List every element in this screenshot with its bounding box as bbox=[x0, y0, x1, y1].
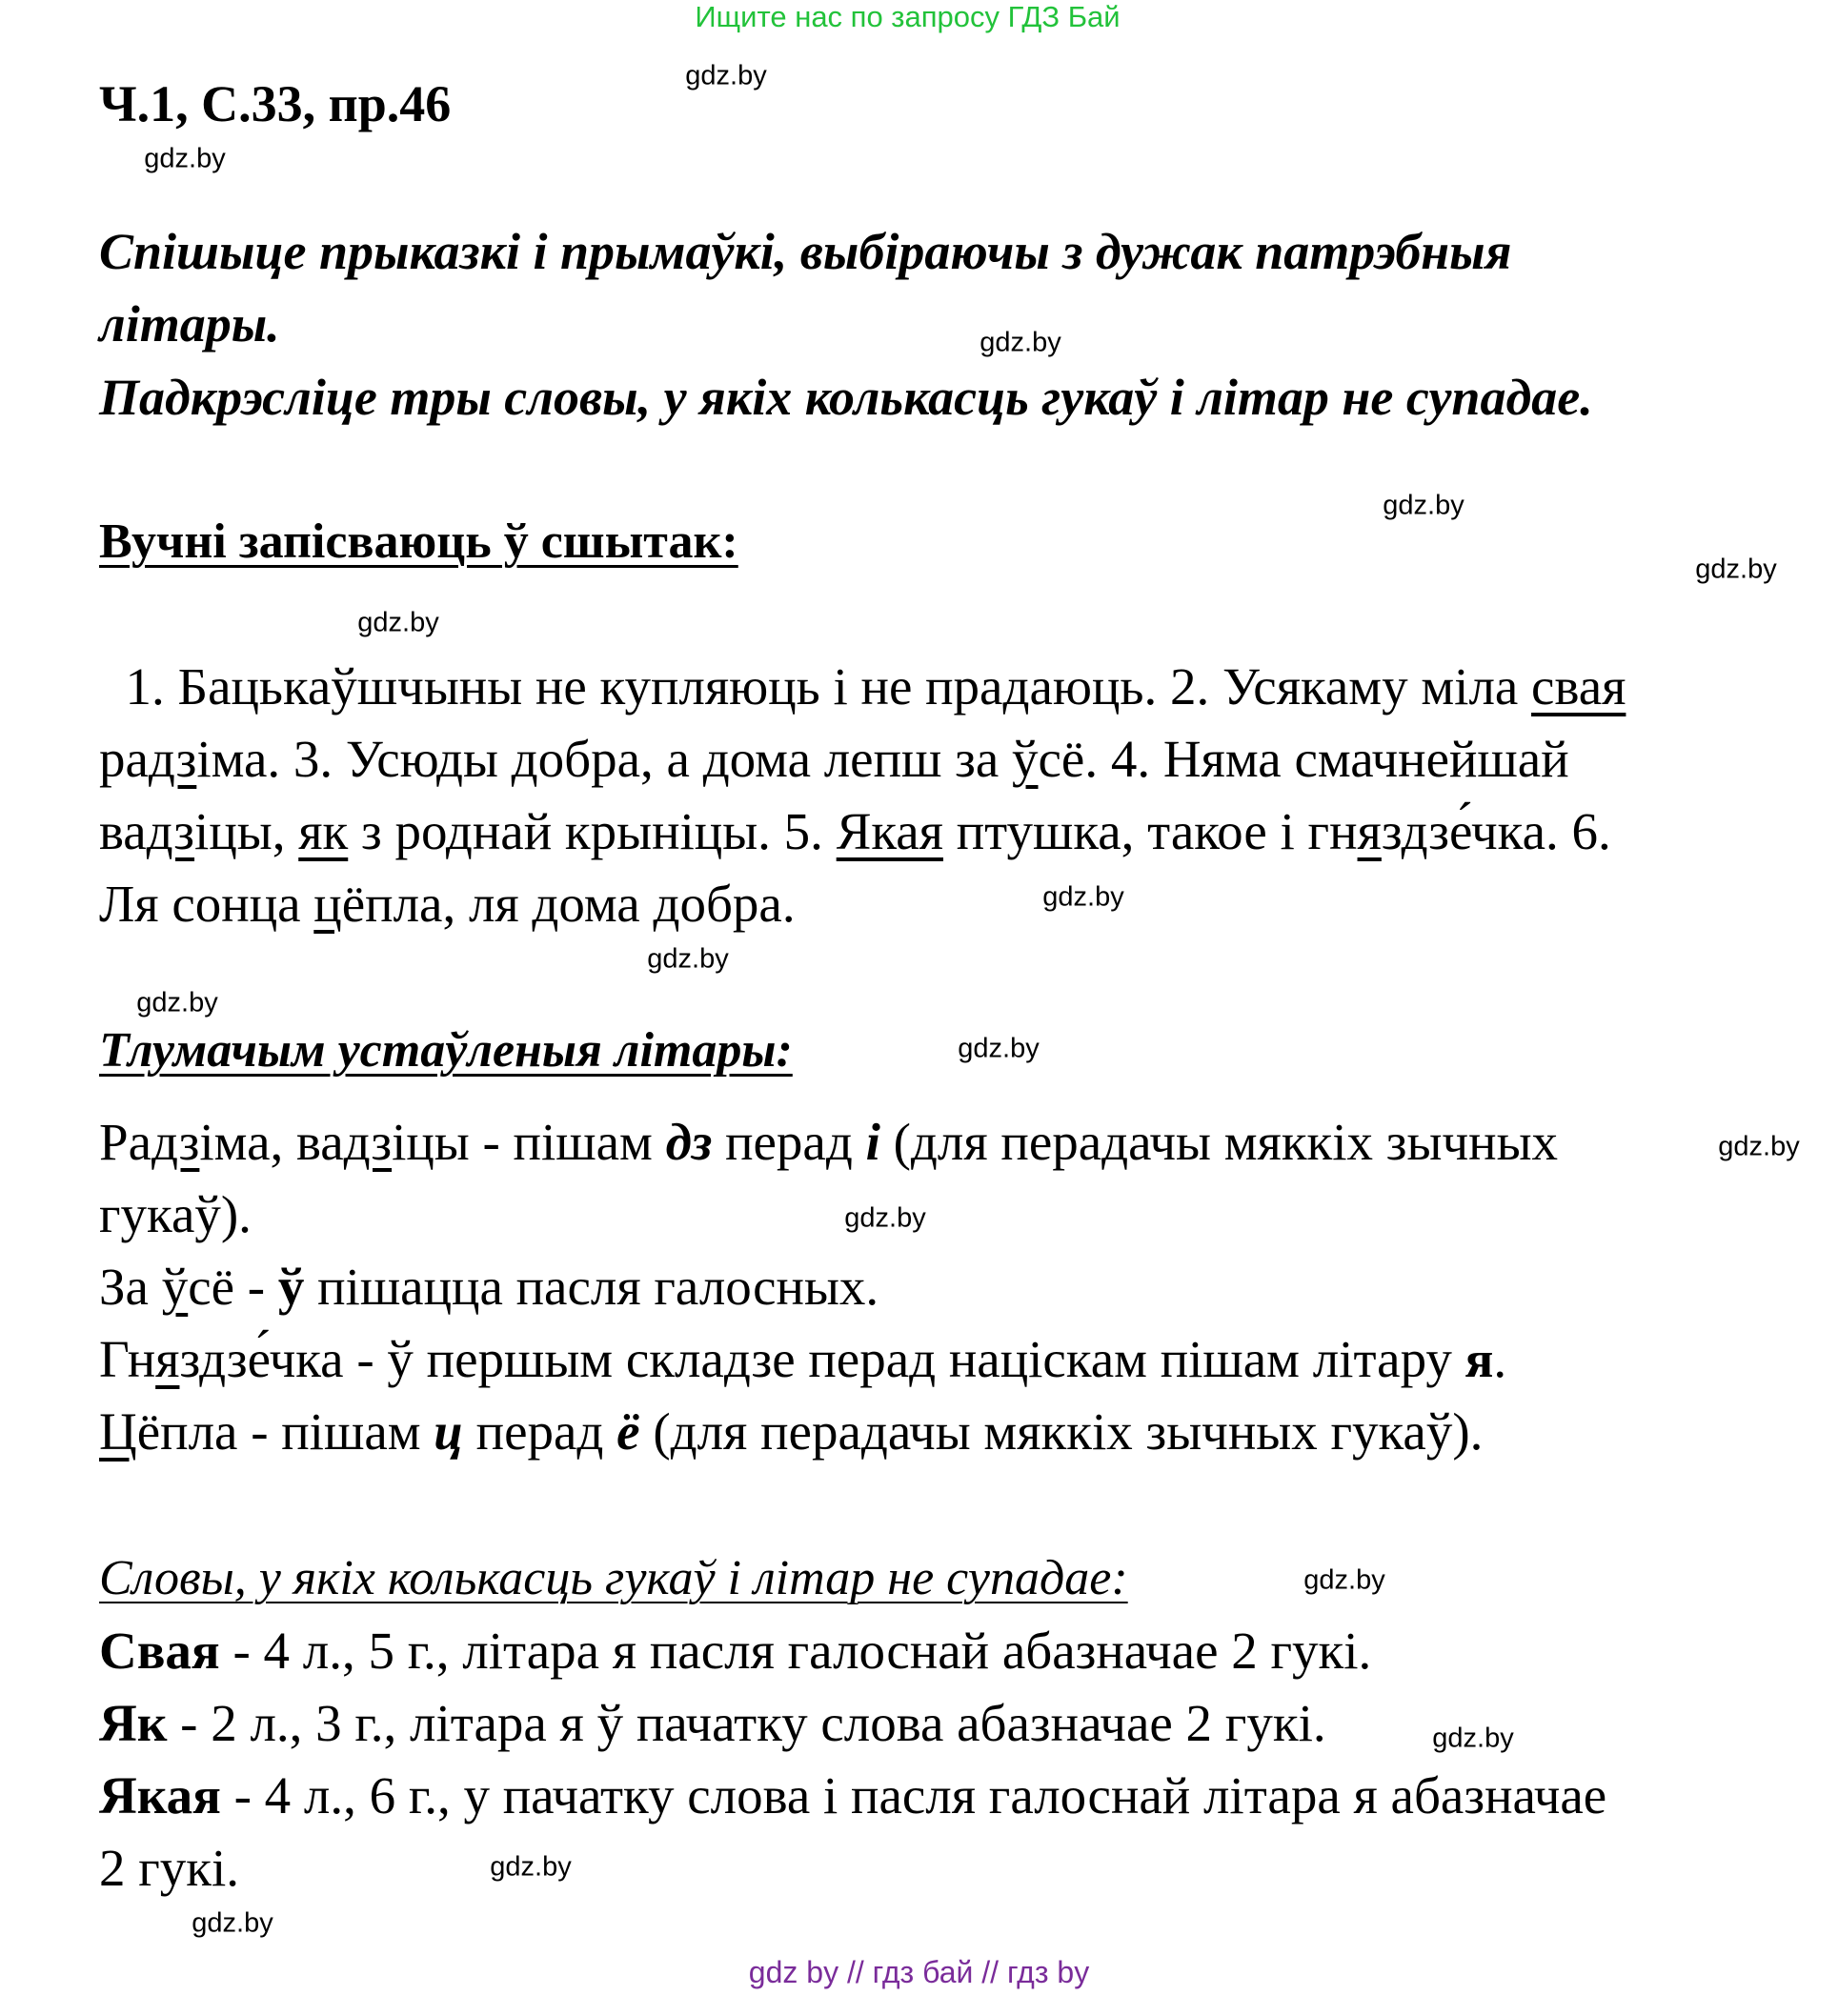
text-segment: з роднай крыніцы. 5. bbox=[348, 802, 837, 860]
text-segment: перад bbox=[712, 1113, 866, 1171]
text-segment: (для перадачы мяккіх зычных гукаў). bbox=[639, 1402, 1484, 1461]
bold-segment: дз bbox=[665, 1113, 713, 1171]
underlined-segment: як bbox=[298, 802, 349, 860]
text-segment: ёпла, ля дома добра. bbox=[341, 875, 796, 933]
underlined-segment: Якая bbox=[836, 802, 943, 860]
bold-segment: Якая bbox=[99, 1766, 221, 1824]
text-line bbox=[99, 1763, 1606, 1829]
bold-segment: ў bbox=[277, 1258, 305, 1316]
task-line: Падкрэсліце тры словы, у якіх колькасць гукаў і літар не супадае. bbox=[99, 369, 1593, 426]
text-segment: птушка, такое і гн bbox=[942, 802, 1358, 860]
watermark: gdz.by bbox=[980, 327, 1061, 358]
underlined-segment: свая bbox=[1531, 657, 1626, 716]
bold-segment: Свая bbox=[99, 1622, 220, 1680]
text-segment: - 4 л., 5 г., літара я пасля галоснай абазначае 2 гукі. bbox=[219, 1622, 1372, 1680]
watermark: gdz.by bbox=[1042, 881, 1124, 913]
text-segment: Ра bbox=[99, 1113, 151, 1171]
underlined-segment: ц bbox=[313, 875, 342, 933]
task-line: Спішыце прыказкі і прымаўкі, выбіраючы з дужак патрэбныя bbox=[99, 223, 1512, 280]
text-segment: . bbox=[1493, 1330, 1507, 1388]
text-line bbox=[99, 1181, 252, 1248]
text-segment: За bbox=[99, 1258, 162, 1316]
text-line bbox=[99, 654, 1626, 720]
watermark: gdz.by bbox=[192, 1907, 273, 1939]
watermark: gdz.by bbox=[1695, 554, 1777, 585]
text-segment: перад bbox=[462, 1402, 617, 1461]
page-title: Ч.1, С.33, пр.46 bbox=[99, 75, 452, 132]
underlined-segment: Ц bbox=[99, 1402, 137, 1461]
underlined-segment: ў bbox=[161, 1258, 189, 1316]
text-line bbox=[99, 1835, 239, 1902]
text-segment: Ля сонца bbox=[99, 875, 314, 933]
text-segment: Гн bbox=[99, 1330, 156, 1388]
text-line bbox=[99, 1326, 1506, 1393]
underlined-segment: я bbox=[1357, 802, 1382, 860]
watermark: gdz.by bbox=[844, 1202, 926, 1234]
watermark: gdz.by bbox=[1718, 1131, 1800, 1162]
text-segment: іцы, bbox=[194, 802, 299, 860]
text-line bbox=[99, 726, 1569, 793]
text-segment: іма. 3. Усюды добра, а дома лепш за bbox=[196, 730, 1013, 788]
text-segment: 1. Бацькаўшчыны не купляюць і не прадаюць. 2. Усякаму міла bbox=[99, 657, 1532, 716]
section-heading-explanation: Тлумачым устаўленыя літары: bbox=[99, 1023, 793, 1078]
text-segment: іма, ва bbox=[199, 1113, 344, 1171]
watermark: gdz.by bbox=[647, 943, 729, 975]
underlined-segment: дз bbox=[146, 802, 195, 860]
underlined-segment: дз bbox=[343, 1113, 393, 1171]
text-line bbox=[99, 1109, 1558, 1176]
watermark: gdz.by bbox=[357, 607, 439, 638]
watermark: gdz.by bbox=[958, 1033, 1040, 1064]
bold-segment: ё bbox=[616, 1402, 640, 1461]
underlined-segment: дз bbox=[148, 730, 197, 788]
watermark: gdz.by bbox=[1383, 490, 1464, 521]
text-segment: ра bbox=[99, 730, 149, 788]
watermark: gdz.by bbox=[144, 143, 226, 174]
text-segment: 2 гукі. bbox=[99, 1839, 240, 1897]
bold-segment: і bbox=[865, 1113, 880, 1171]
text-line bbox=[99, 1618, 1371, 1684]
text-segment: - 2 л., 3 г., літара я ў пачатку слова абазначае 2 гукі. bbox=[167, 1694, 1326, 1752]
section-heading-words: Словы, у якіх колькасць гукаў і літар не супадае: bbox=[99, 1551, 1128, 1605]
text-segment: здзе́чка - ў першым складзе перад націскам пішам літару bbox=[179, 1330, 1465, 1388]
text-segment: - 4 л., 6 г., у пачатку слова і пасля галоснай літара я абазначае bbox=[220, 1766, 1607, 1824]
underlined-segment: дз bbox=[151, 1113, 200, 1171]
watermark: gdz.by bbox=[1303, 1564, 1385, 1596]
bold-segment: ц bbox=[434, 1402, 463, 1461]
text-segment: сё - bbox=[188, 1258, 278, 1316]
text-line bbox=[99, 1254, 879, 1320]
section-heading-notebook: Вучні запісваюць ў сшытак: bbox=[99, 514, 738, 569]
bold-segment: Як bbox=[99, 1694, 168, 1752]
watermark: gdz.by bbox=[136, 987, 218, 1018]
footer-links: gdz by // гдз бай // гдз by bbox=[748, 1955, 1090, 1989]
task-line: літары. bbox=[99, 295, 280, 353]
text-segment: здзе́чка. 6. bbox=[1381, 802, 1611, 860]
bold-segment: я bbox=[1464, 1330, 1494, 1388]
watermark: gdz.by bbox=[490, 1851, 572, 1883]
search-banner: Ищите нас по запросу ГДЗ Бай bbox=[695, 0, 1121, 33]
underlined-segment: ў bbox=[1012, 730, 1039, 788]
watermark: gdz.by bbox=[1432, 1723, 1514, 1754]
text-segment: гукаў). bbox=[99, 1185, 252, 1243]
text-line bbox=[99, 871, 796, 937]
text-line bbox=[99, 798, 1611, 865]
text-segment: (для перадачы мяккіх зычных bbox=[879, 1113, 1559, 1171]
underlined-segment: я bbox=[155, 1330, 180, 1388]
text-segment: ёпла - пішам bbox=[136, 1402, 434, 1461]
text-segment: пішацца пасля галосных. bbox=[304, 1258, 879, 1316]
text-segment: сё. 4. Няма смачнейшай bbox=[1038, 730, 1569, 788]
text-line bbox=[99, 1690, 1326, 1757]
text-line bbox=[99, 1399, 1483, 1465]
text-segment: ва bbox=[99, 802, 147, 860]
text-segment: іцы - пішам bbox=[392, 1113, 666, 1171]
watermark: gdz.by bbox=[685, 60, 767, 91]
